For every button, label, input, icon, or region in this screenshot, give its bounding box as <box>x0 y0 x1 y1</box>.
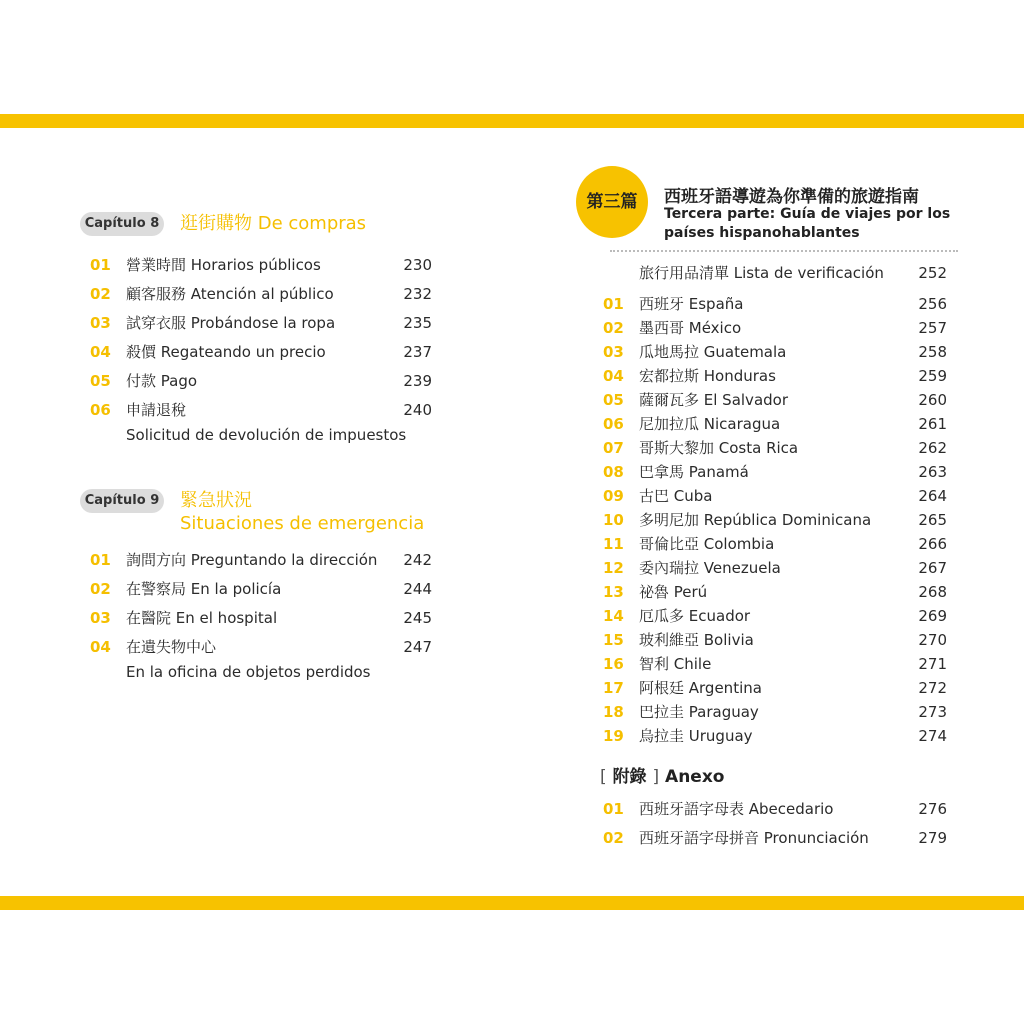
entry-number: 03 <box>603 343 624 361</box>
entry-label: 烏拉圭 Uruguay <box>639 727 753 745</box>
entry-label: 瓜地馬拉 Guatemala <box>639 343 787 361</box>
toc-entry[interactable] <box>90 341 434 363</box>
entry-label: 西班牙 España <box>639 295 744 313</box>
dotted-divider <box>610 250 958 252</box>
toc-entry-intro[interactable] <box>603 262 947 284</box>
entry-label: 西班牙語字母拼音 Pronunciación <box>639 829 869 847</box>
entry-number: 07 <box>603 439 624 457</box>
entry-number: 16 <box>603 655 624 673</box>
chapter-8-badge: Capítulo 8 <box>80 212 164 236</box>
entry-subtitle: Solicitud de devolución de impuestos <box>126 426 407 444</box>
entry-number: 13 <box>603 583 624 601</box>
chapter-9-title-zh: 緊急狀況 <box>180 490 252 511</box>
toc-entry[interactable] <box>603 605 947 627</box>
chapter-8-title: 逛街購物 De compras <box>180 213 367 234</box>
toc-entry[interactable] <box>603 653 947 675</box>
entry-number: 14 <box>603 607 624 625</box>
entry-page: 279 <box>918 829 947 847</box>
toc-entry[interactable] <box>603 581 947 603</box>
entry-label: 尼加拉瓜 Nicaragua <box>639 415 781 433</box>
entry-number: 03 <box>90 609 111 627</box>
toc-entry[interactable] <box>603 413 947 435</box>
entry-label: 巴拿馬 Panamá <box>639 463 749 481</box>
toc-entry[interactable] <box>603 677 947 699</box>
entry-page: 237 <box>403 343 432 361</box>
entry-number: 01 <box>90 256 111 274</box>
entry-page: 273 <box>918 703 947 721</box>
toc-entry[interactable] <box>603 629 947 651</box>
entry-label: 付款 Pago <box>126 372 198 390</box>
entry-number: 15 <box>603 631 624 649</box>
toc-entry[interactable] <box>603 341 947 363</box>
entry-number: 02 <box>90 580 111 598</box>
entry-label: 委內瑞拉 Venezuela <box>639 559 781 577</box>
entry-number: 02 <box>90 285 111 303</box>
entry-number: 02 <box>603 829 624 847</box>
entry-page: 268 <box>918 583 947 601</box>
entry-label: 厄瓜多 Ecuador <box>639 607 751 625</box>
entry-label: 哥斯大黎加 Costa Rica <box>639 439 799 457</box>
toc-entry[interactable] <box>603 827 947 849</box>
entry-label: 巴拉圭 Paraguay <box>639 703 759 721</box>
toc-entry[interactable] <box>603 293 947 315</box>
entry-label: 古巴 Cuba <box>639 487 713 505</box>
toc-entry[interactable] <box>603 701 947 723</box>
entry-number: 09 <box>603 487 624 505</box>
entry-label: 申請退稅 <box>126 401 187 419</box>
toc-entry[interactable] <box>90 312 434 334</box>
toc-entry[interactable] <box>603 509 947 531</box>
entry-label: 祕魯 Perú <box>639 583 708 601</box>
entry-page: 260 <box>918 391 947 409</box>
part-3-title-es-cont: países hispanohablantes <box>664 225 860 241</box>
part-3-badge: 第三篇 <box>576 166 648 238</box>
bottom-yellow-band <box>0 896 1024 910</box>
entry-label: 詢問方向 Preguntando la dirección <box>126 551 378 569</box>
entry-label: 在醫院 En el hospital <box>126 609 278 627</box>
bracket-open: [ <box>600 767 607 787</box>
entry-page: 269 <box>918 607 947 625</box>
entry-label: 多明尼加 República Dominicana <box>639 511 872 529</box>
entry-page: 247 <box>403 638 432 656</box>
entry-label: 哥倫比亞 Colombia <box>639 535 775 553</box>
entry-number: 04 <box>90 638 111 656</box>
entry-number: 11 <box>603 535 624 553</box>
entry-page: 265 <box>918 511 947 529</box>
entry-number: 17 <box>603 679 624 697</box>
toc-entry[interactable] <box>90 636 434 658</box>
part-3-title-es: Tercera parte: Guía de viajes por los <box>664 206 951 222</box>
entry-number: 18 <box>603 703 624 721</box>
entry-page: 266 <box>918 535 947 553</box>
toc-entry[interactable] <box>603 557 947 579</box>
entry-page: 232 <box>403 285 432 303</box>
chapter-9-badge: Capítulo 9 <box>80 489 164 513</box>
entry-number: 03 <box>90 314 111 332</box>
entry-label: 營業時間 Horarios públicos <box>126 256 321 274</box>
bracket-close: ] <box>652 767 660 787</box>
entry-label: 薩爾瓦多 El Salvador <box>639 391 788 409</box>
toc-entry[interactable] <box>90 370 434 392</box>
entry-page: 270 <box>918 631 947 649</box>
entry-page: 252 <box>918 264 947 282</box>
entry-number: 08 <box>603 463 624 481</box>
entry-page: 235 <box>403 314 432 332</box>
entry-label: 智利 Chile <box>639 655 712 673</box>
toc-entry[interactable] <box>603 533 947 555</box>
entry-label: 殺價 Regateando un precio <box>126 343 326 361</box>
entry-page: 257 <box>918 319 947 337</box>
toc-entry[interactable] <box>90 549 434 571</box>
entry-label: 西班牙語字母表 Abecedario <box>639 800 834 818</box>
entry-page: 267 <box>918 559 947 577</box>
entry-number: 19 <box>603 727 624 745</box>
chapter-9-title-es: Situaciones de emergencia <box>180 513 425 534</box>
entry-page: 274 <box>918 727 947 745</box>
entry-number: 04 <box>603 367 624 385</box>
toc-entry[interactable] <box>603 317 947 339</box>
entry-page: 239 <box>403 372 432 390</box>
entry-number: 02 <box>603 319 624 337</box>
entry-label: 在警察局 En la policía <box>126 580 282 598</box>
toc-entry[interactable] <box>603 389 947 411</box>
entry-page: 272 <box>918 679 947 697</box>
toc-entry[interactable] <box>603 437 947 459</box>
entry-page: 259 <box>918 367 947 385</box>
entry-number: 12 <box>603 559 624 577</box>
annex-heading <box>600 762 724 787</box>
entry-label: 旅行用品清單 Lista de verificación <box>639 264 884 282</box>
toc-entry[interactable] <box>603 365 947 387</box>
entry-number: 04 <box>90 343 111 361</box>
toc-entry[interactable] <box>90 399 434 421</box>
toc-entry[interactable] <box>90 607 434 629</box>
entry-label: 試穿衣服 Probándose la ropa <box>126 314 336 332</box>
entry-number: 10 <box>603 511 624 529</box>
entry-page: 258 <box>918 343 947 361</box>
annex-title-zh: 附錄 <box>612 767 647 787</box>
entry-page: 263 <box>918 463 947 481</box>
entry-page: 244 <box>403 580 432 598</box>
entry-page: 262 <box>918 439 947 457</box>
entry-number: 06 <box>603 415 624 433</box>
toc-entry[interactable] <box>603 725 947 747</box>
entry-page: 271 <box>918 655 947 673</box>
entry-page: 245 <box>403 609 432 627</box>
entry-number: 01 <box>603 800 624 818</box>
entry-number: 06 <box>90 401 111 419</box>
entry-label: 阿根廷 Argentina <box>639 679 762 697</box>
entry-number: 05 <box>603 391 624 409</box>
entry-page: 230 <box>403 256 432 274</box>
entry-label: 在遺失物中心 <box>126 638 217 656</box>
entry-number: 01 <box>603 295 624 313</box>
entry-label: 墨西哥 México <box>639 319 742 337</box>
entry-page: 240 <box>403 401 432 419</box>
entry-page: 242 <box>403 551 432 569</box>
entry-number: 01 <box>90 551 111 569</box>
entry-label: 宏都拉斯 Honduras <box>639 367 776 385</box>
entry-page: 256 <box>918 295 947 313</box>
entry-number: 05 <box>90 372 111 390</box>
part-3-title-zh: 西班牙語導遊為你準備的旅遊指南 <box>664 187 919 207</box>
annex-title-es: Anexo <box>665 767 725 787</box>
toc-entry[interactable] <box>603 798 947 820</box>
toc-entry[interactable] <box>603 461 947 483</box>
entry-page: 264 <box>918 487 947 505</box>
toc-entry[interactable] <box>90 254 434 276</box>
entry-page: 276 <box>918 800 947 818</box>
entry-label: 玻利維亞 Bolivia <box>639 631 754 649</box>
entry-page: 261 <box>918 415 947 433</box>
entry-subtitle: En la oficina de objetos perdidos <box>126 663 371 681</box>
toc-entry[interactable] <box>90 578 434 600</box>
entry-label: 顧客服務 Atención al público <box>126 285 334 303</box>
toc-entry[interactable] <box>90 283 434 305</box>
toc-entry[interactable] <box>603 485 947 507</box>
top-yellow-band <box>0 114 1024 128</box>
